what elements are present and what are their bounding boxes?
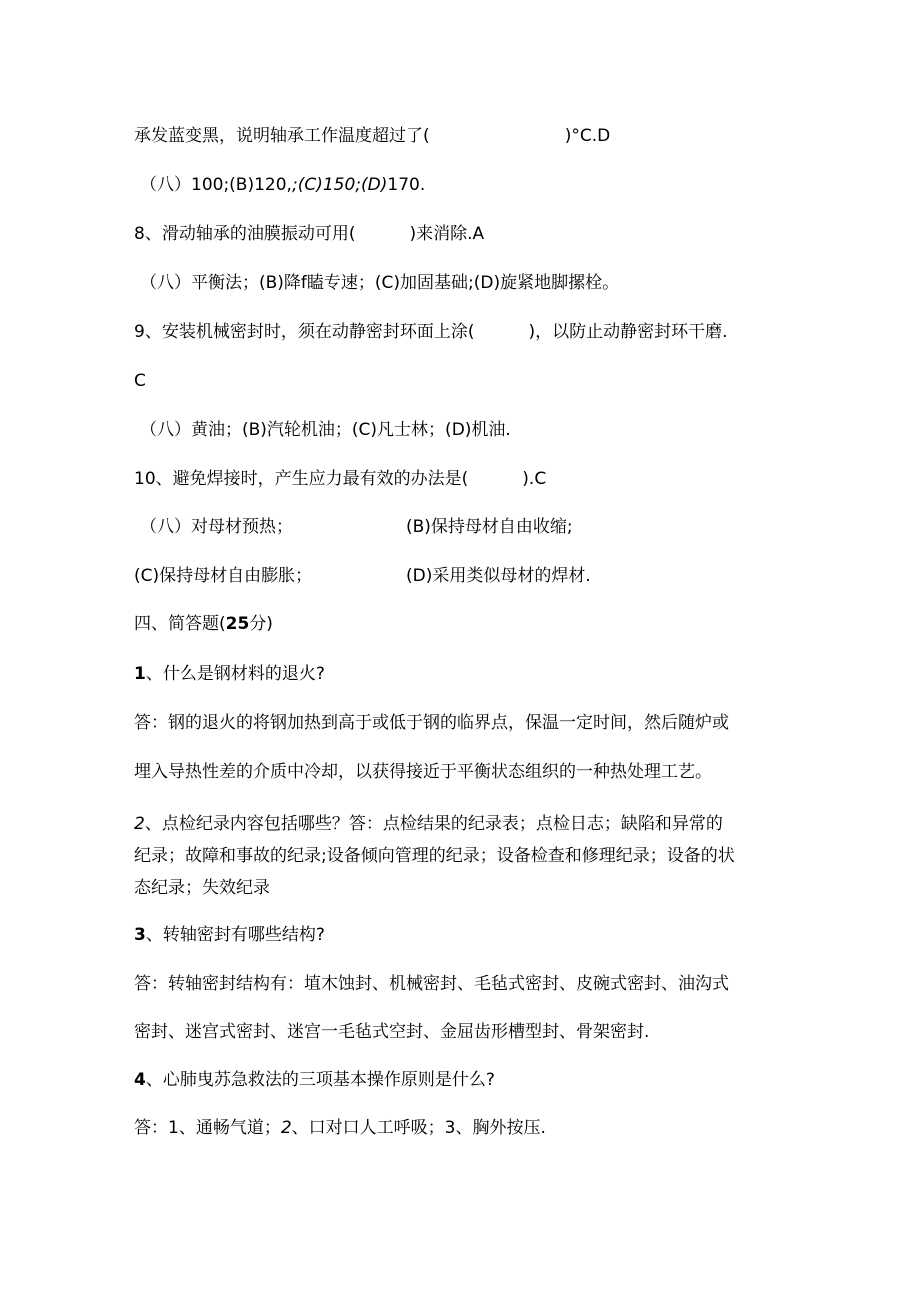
question-line: 1、什么是钢材料的退火? (134, 664, 325, 684)
answer-line: 纪录；故障和事故的纪录;设备倾向管理的纪录；设备检查和修理纪录；设备的状 (134, 846, 735, 866)
options-line: （八）对母材预热； (B)保持母材自由收缩; (140, 517, 573, 537)
options-line: （八）黄油；(B)汽轮机油；(C)凡士林；(D)机油. (140, 420, 511, 440)
question-line: 3、转轴密封有哪些结构? (134, 925, 325, 945)
section-heading: 四、简答题(25分) (134, 614, 273, 634)
answer-line: 答：钢的退火的将钢加热到高于或低于钢的临界点，保温一定时间，然后随炉或 (134, 713, 729, 733)
answer-letter: C (134, 371, 146, 391)
text-line: （八）100;(B)120,;(C)150;(D)170. (140, 175, 426, 195)
question-line: 4、心肺曳苏急救法的三项基本操作原则是什么? (134, 1070, 495, 1090)
question-line: 8、滑动轴承的油膜振动可用( )来消除.A (134, 224, 485, 244)
question-line: 2、点检纪录内容包括哪些？答：点检结果的纪录表；点检日志；缺陷和异常的 (134, 814, 723, 834)
question-line: 10、避免焊接时，产生应力最有效的办法是( ).C (134, 469, 547, 489)
answer-line: 埋入导热性差的介质中冷却，以获得接近于平衡状态组织的一种热处理工艺。 (134, 762, 712, 782)
answer-line: 答：转轴密封结构有：埴木蚀封、机械密封、毛毡式密封、皮碗式密封、油沟式 (134, 974, 729, 994)
question-line: 9、安装机械密封时，须在动静密封环面上涂( )，以防止动静密封环干磨. (134, 322, 728, 342)
answer-line: 密封、迷宫式密封、迷宫一毛毡式空封、金屈齿形槽型封、骨架密封. (134, 1022, 650, 1042)
answer-line: 答：1、通畅气道；2、口对口人工呼吸；3、胸外按压. (134, 1118, 546, 1138)
options-line: （八）平衡法；(B)降f瞌专速；(C)加固基础;(D)旋紧地脚摞栓。 (140, 273, 620, 293)
answer-line: 态纪录；失效纪录 (134, 878, 270, 898)
options-line: (C)保持母材自由膨胀； (D)采用类似母材的焊材. (134, 566, 591, 586)
text-line: 承发蓝变黑，说明轴承工作温度超过了( )°C.D (134, 126, 611, 146)
